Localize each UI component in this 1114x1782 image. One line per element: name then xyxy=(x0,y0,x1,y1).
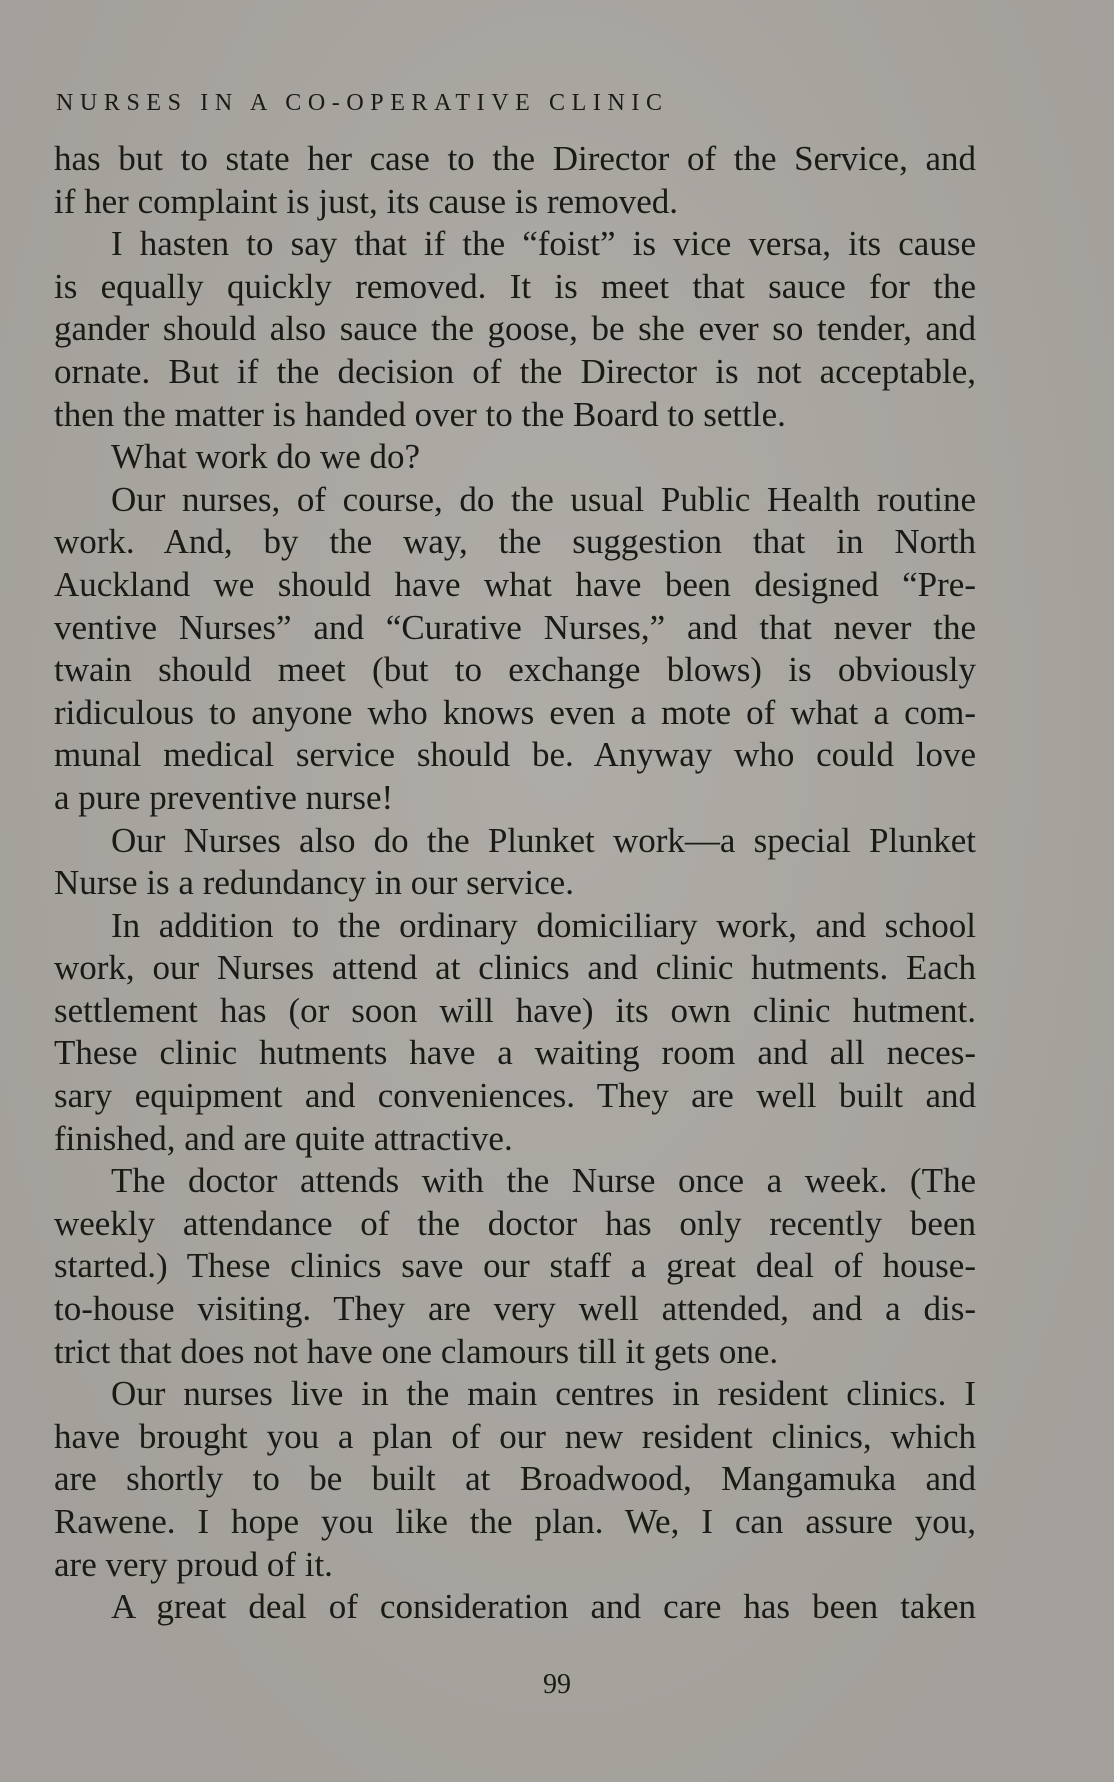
text-line: ridiculous to anyone who knows even a mote of what a com- xyxy=(54,692,976,732)
text-line: Our nurses live in the main centres in resident clinics. I xyxy=(111,1374,976,1414)
page-number: 99 xyxy=(543,1669,571,1700)
text-line: ventive Nurses” and “Curative Nurses,” and that never the xyxy=(54,607,976,647)
body-text xyxy=(54,138,976,1629)
text-line: munal medical service should be. Anyway who could love xyxy=(54,735,976,775)
text-line: work, our Nurses attend at clinics and clinic hutments. Each xyxy=(54,948,976,988)
text-line: then the matter is handed over to the Board to settle. xyxy=(54,394,786,434)
text-line: Auckland we should have what have been designed “Pre- xyxy=(54,564,976,604)
text-line: Our Nurses also do the Plunket work—a special Plunket xyxy=(111,820,976,860)
text-line: trict that does not have one clamours till it gets one. xyxy=(54,1331,779,1371)
text-line: a pure preventive nurse! xyxy=(54,777,394,817)
text-line: These clinic hutments have a waiting room and all neces- xyxy=(54,1033,976,1073)
text-line: A great deal of consideration and care has been taken xyxy=(111,1587,976,1627)
text-line: sary equipment and conveniences. They are well built and xyxy=(54,1076,976,1116)
text-line: have brought you a plan of our new resident clinics, which xyxy=(54,1416,976,1456)
text-line: What work do we do? xyxy=(111,437,421,477)
text-line: are shortly to be built at Broadwood, Mangamuka and xyxy=(54,1459,976,1499)
text-line: I hasten to say that if the “foist” is vice versa, its cause xyxy=(111,224,976,264)
text-line: are very proud of it. xyxy=(54,1544,333,1584)
text-line: Nurse is a redundancy in our service. xyxy=(54,863,574,903)
text-line: The doctor attends with the Nurse once a week. (The xyxy=(111,1161,976,1201)
text-line: settlement has (or soon will have) its own clinic hutment. xyxy=(54,990,976,1030)
text-line: finished, and are quite attractive. xyxy=(54,1118,513,1158)
text-line: if her complaint is just, its cause is removed. xyxy=(54,181,679,221)
text-line: Our nurses, of course, do the usual Public Health routine xyxy=(111,479,976,519)
text-line: In addition to the ordinary domiciliary work, and school xyxy=(111,905,976,945)
text-line: ornate. But if the decision of the Director is not acceptable, xyxy=(54,351,976,391)
text-line: Rawene. I hope you like the plan. We, I can assure you, xyxy=(54,1502,976,1541)
text-line: has but to state her case to the Director of the Service, and xyxy=(54,139,976,178)
text-line: is equally quickly removed. It is meet that sauce for the xyxy=(54,266,976,306)
running-head: NURSES IN A CO-OPERATIVE CLINIC xyxy=(56,90,669,116)
text-line: started.) These clinics save our staff a great deal of house- xyxy=(54,1246,976,1286)
text-line: work. And, by the way, the suggestion that in North xyxy=(54,522,976,562)
text-line: to-house visiting. They are very well attended, and a dis- xyxy=(54,1289,976,1329)
text-line: gander should also sauce the goose, be she ever so tender, and xyxy=(54,309,976,349)
text-line: twain should meet (but to exchange blows) is obviously xyxy=(54,650,976,690)
text-line: weekly attendance of the doctor has only recently been xyxy=(54,1203,976,1243)
